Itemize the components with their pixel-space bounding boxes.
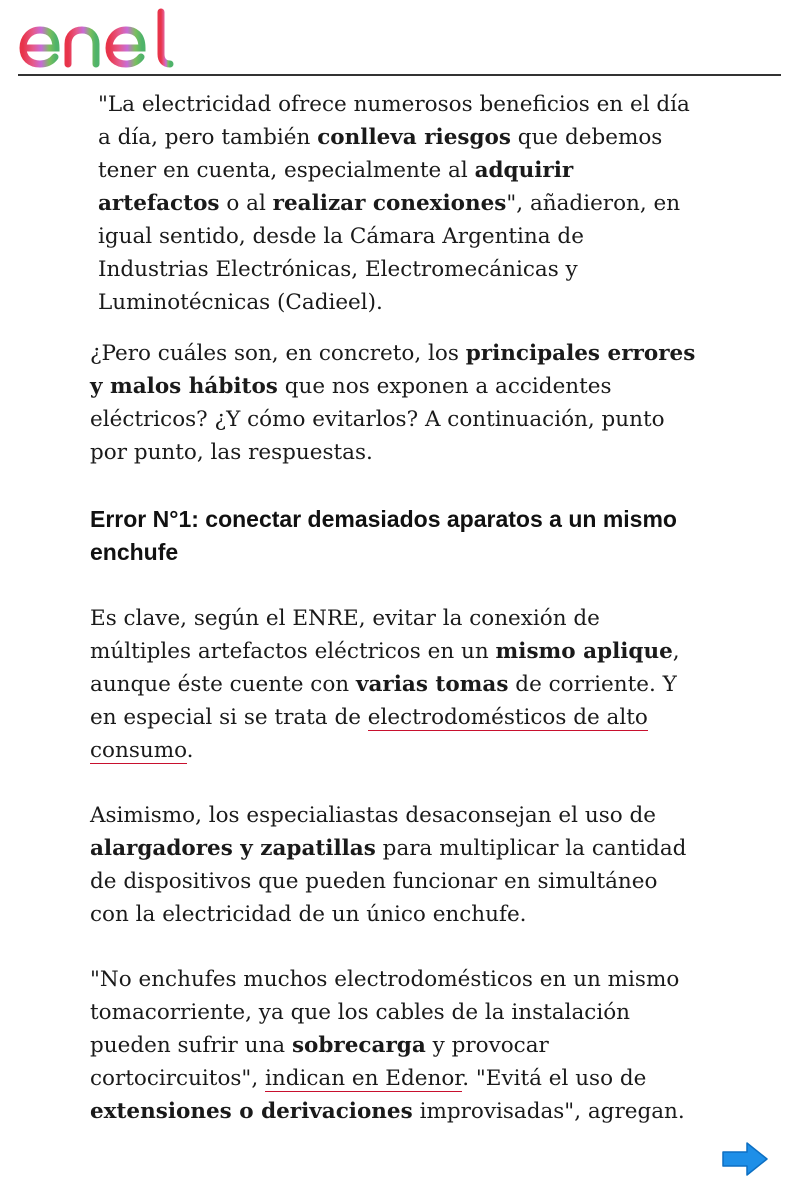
bold-text: alargadores y zapatillas <box>90 836 376 861</box>
text-segment: . "Evitá el uso de <box>462 1066 647 1091</box>
link-high-consumption[interactable]: electrodomésticos de alto consumo <box>90 705 648 763</box>
text-segment: ¿Pero cuáles son, en concreto, los <box>90 341 466 366</box>
paragraph-edenor <box>90 963 700 1128</box>
text-segment: , aunque éste cuente con <box>90 639 680 697</box>
section-heading: Error N°1: conectar demasiados aparatos a un mismo enchufe <box>90 506 677 565</box>
text-segment: que nos exponen a accidentes eléctricos? ¿Y cómo evitarlos? A continuación, punto por punto, las respuestas. <box>90 374 665 465</box>
bold-text: realizar conexiones <box>272 191 507 216</box>
bold-text: mismo aplique <box>495 639 673 664</box>
link-edenor[interactable]: indican en Edenor <box>264 1066 463 1091</box>
enel-logo[interactable] <box>18 8 178 74</box>
text-segment: de corriente. Y en especial si se trata de <box>90 672 677 730</box>
text-segment: Es clave, según el ENRE, evitar la conexión de múltiples artefactos eléctricos en un <box>90 606 600 664</box>
bold-text: extensiones o derivaciones <box>90 1099 413 1124</box>
bold-text: sobrecarga <box>291 1033 426 1058</box>
arrow-right-icon <box>719 1139 771 1179</box>
quote-paragraph <box>98 88 700 319</box>
paragraph-extensions <box>90 799 700 931</box>
text-segment: improvisadas", agregan. <box>412 1099 685 1124</box>
bold-text: conlleva riesgos <box>317 125 511 150</box>
text-segment: que debemos tener en cuenta, especialmente al <box>98 125 663 183</box>
text-segment: y provocar cortocircuitos", <box>90 1033 549 1091</box>
bold-text: adquirir artefactos <box>98 158 574 216</box>
site-header <box>18 0 781 76</box>
text-segment: . <box>186 738 194 763</box>
text-segment: ", añadieron, en igual sentido, desde la Cámara Argentina de Industrias Electrónicas, Electromecánicas y Luminotécnicas (Cadieel). <box>98 191 681 315</box>
text-segment: o al <box>219 191 273 216</box>
text-segment: Asimismo, los especialiastas desaconsejan el uso de <box>90 803 657 828</box>
bold-text: principales errores y malos hábitos <box>90 341 696 399</box>
bold-text: varias tomas <box>355 672 509 697</box>
paragraph-enre <box>90 602 700 767</box>
question-paragraph <box>90 337 700 469</box>
next-page-button[interactable] <box>719 1139 771 1183</box>
article-body <box>90 88 700 1162</box>
text-segment: "No enchufes muchos electrodomésticos en un mismo tomacorriente, ya que los cables de la instalación pueden sufrir una <box>90 967 680 1058</box>
text-segment: para multiplicar la cantidad de dispositivos que pueden funcionar en simultáneo con la electricidad de un único enchufe. <box>90 836 687 927</box>
text-segment: "La electricidad ofrece numerosos beneficios en el día a día, pero también <box>98 92 690 150</box>
